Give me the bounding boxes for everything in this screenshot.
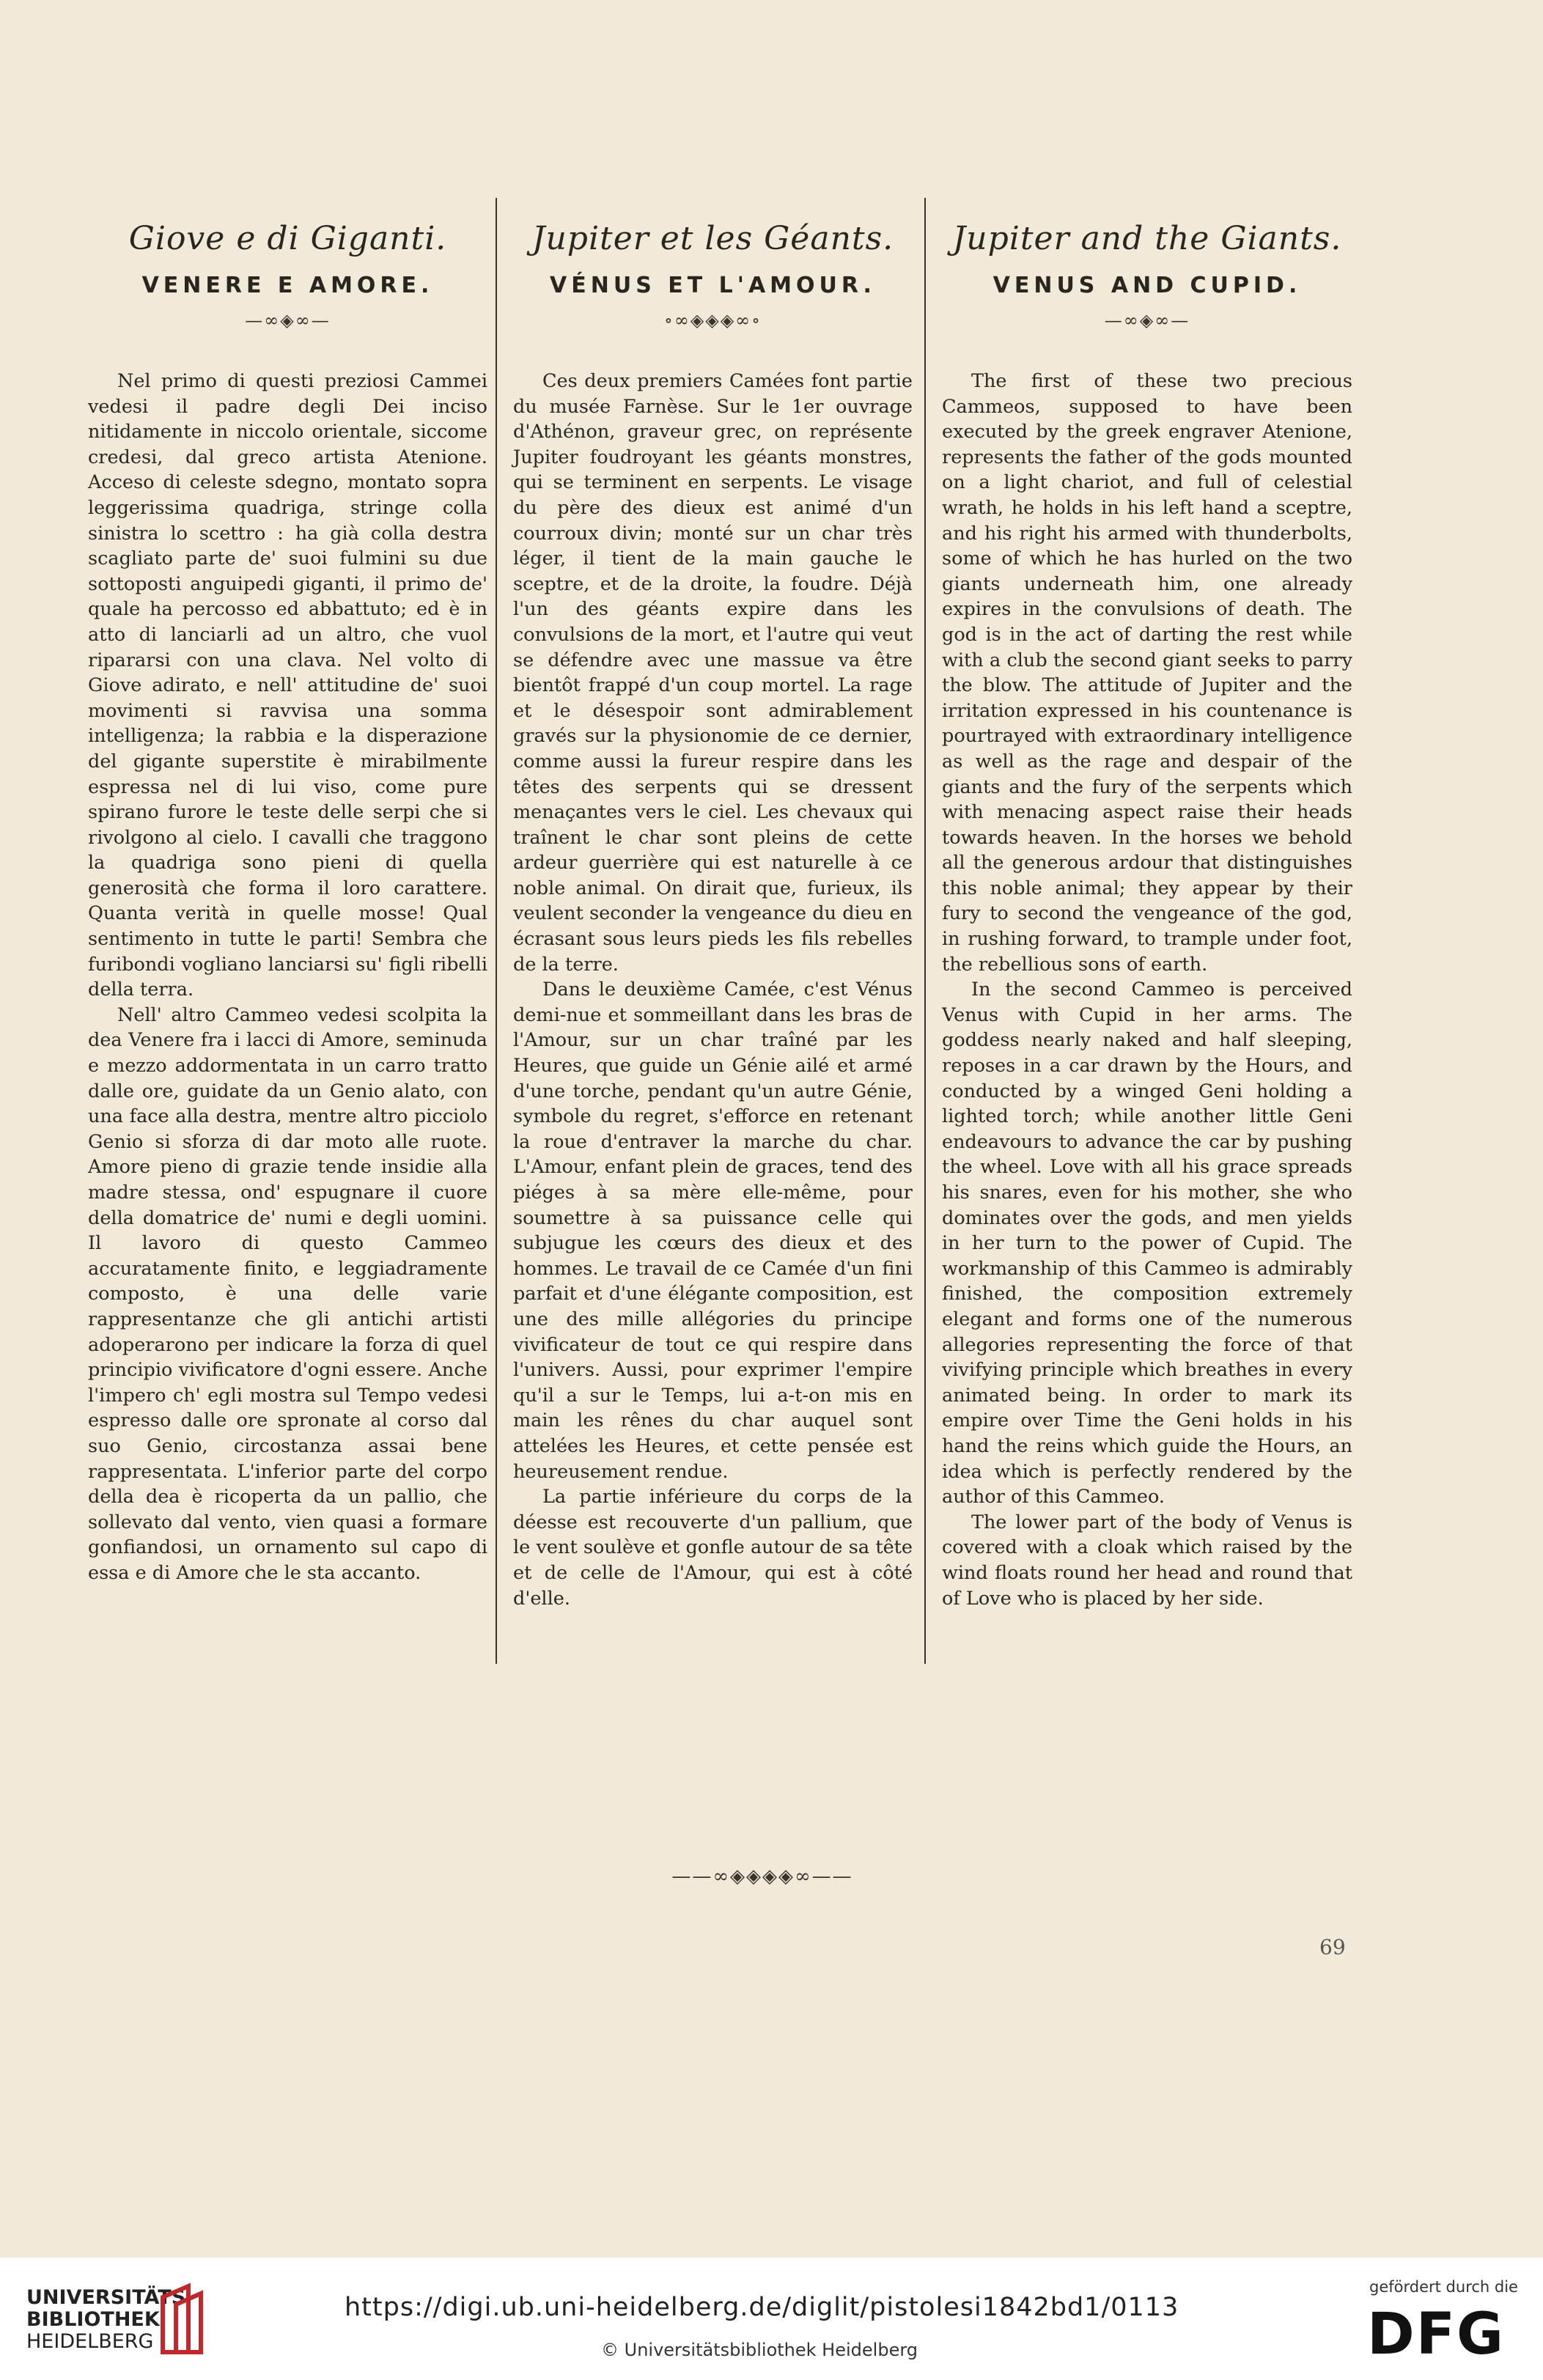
document-url-link[interactable]: https://digi.ub.uni-heidelberg.de/diglit/pistolesi1842bd1/0113 (345, 2293, 1179, 2322)
footer-bar (0, 2258, 1543, 2380)
italian-gothic-title: Giove e di Giganti. (128, 220, 447, 257)
french-ornament: ∘∞◈◈◈∞∘ (664, 310, 762, 331)
italian-paragraph-2: Nell' altro Cammeo vedesi scolpita la dea Venere fra i lacci di Amore, seminuda e mezzo addormentata in un carro tratto dalle ore, guidate da un Genio alato, con una face alla destra, mentre altro picciolo Genio si sforza di dar moto alle ruote. Amore pieno di grazie tende insidie alla madre stessa, ond' espugnare il cuore della domatrice de' numi e degli uomini. Il lavoro di questo Cammeo accuratamente finito, e leggiadramente composto, è una delle varie rappresentanze che gli antichi artisti adoperarono per indicare la forza di quel principio vivificatore d'ogni essere. Anche l'impero ch' egli mostra sul Tempo vedesi espresso dalle ore spronate al corso dal suo Genio, circostanza assai bene rappresentata. L'inferior parte del corpo della dea è ricoperta da un pallio, che sollevato dal vento, vien quasi a formare gonfiandosi, un ornamento sul capo di essa e di Amore che le sta accanto. (88, 1003, 487, 1584)
library-name-line-2: BIBLIOTHEK (26, 2308, 160, 2331)
page-number: 69 (1319, 1935, 1346, 1959)
french-gothic-title: Jupiter et les Géants. (531, 220, 894, 257)
bottom-ornament: ——∞◈◈◈◈∞—— (671, 1865, 853, 1887)
italian-ornament: —∞◈∞— (245, 310, 331, 331)
column-french (513, 198, 913, 1611)
library-name-line-3: HEIDELBERG (26, 2330, 154, 2353)
funder-label: gefördert durch die (1369, 2278, 1518, 2296)
column-english (942, 198, 1352, 1611)
column-divider-1 (496, 198, 497, 1664)
english-gothic-title: Jupiter and the Giants. (952, 220, 1342, 257)
library-logo-icon (155, 2283, 207, 2356)
english-paragraph-1: The first of these two precious Cammeos, supposed to have been executed by the greek engraver Atenione, represents the father of the gods mounted on a light chariot, and full of celestial wrath, he holds in his left hand a sceptre, and his right his armed with thunderbolts, some of which he has hurled on the two giants underneath him, one already expires in the convulsions of death. The god is in the act of darting the rest while with a club the second giant seeks to parry the blow. The attitude of Jupiter and the irritation expressed in his countenance is pourtrayed with extraordinary intelligence as well as the rage and despair of the giants and the fury of the serpents which with menacing aspect raise their heads towards heaven. In the horses we behold all the generous ardour that distinguishes this noble animal; they appear by their fury to second the vengeance of the god, in rushing forward, to trample under foot, the rebellious sons of earth. (942, 370, 1352, 976)
italian-body (88, 369, 487, 1586)
english-paragraph-3: The lower part of the body of Venus is covered with a cloak which raised by the wind floats round her head and round that of Love who is placed by her side. (942, 1511, 1352, 1610)
italian-paragraph-1: Nel primo di questi preziosi Cammei vedesi il padre degli Dei inciso nitidamente in niccolo orientale, siccome credesi, dal greco artista Atenione. Acceso di celeste sdegno, montato sopra leggerissima quadriga, stringe colla sinistra lo scettro : ha già colla destra scagliato parte de' suoi fulmini su due sottoposti anguipedi giganti, il primo de' quale ha percosso ed abbattuto; ed è in atto di lanciarli ad un altro, che vuol ripararsi con una clava. Nel volto di Giove adirato, e nell' attitudine de' suoi movimenti si ravvisa una somma intelligenza; la rabbia e la disperazione del gigante superstite è mirabilmente espressa nel di lui viso, come pure spirano furore le teste delle serpi che si rivolgono al cielo. I cavalli che traggono la quadriga sono pieni di quella generosità che forma il loro carattere. Quanta verità in quelle mosse! Qual sentimento in tutte le parti! Sembra che furibondi vogliano lanciarsi su' figli ribelli della terra. (88, 370, 487, 1001)
column-italian (88, 198, 487, 1586)
english-paragraph-2: In the second Cammeo is perceived Venus with Cupid in her arms. The goddess nearly naked and half sleeping, reposes in a car drawn by the Hours, and conducted by a winged Geni holding a lighted torch; while another little Geni endeavours to advance the car by pushing the wheel. Love with all his grace spreads his snares, even for his mother, she who dominates over the gods, and men yields in her turn to the power of Cupid. The workmanship of this Cammeo is admirably finished, the composition extremely elegant and forms one of the numerous allegories representing the force of that vivifying principle which breathes in every animated being. In order to mark its empire over Time the Geni holds in his hand the reins which guide the Hours, an idea which is perfectly rendered by the author of this Cammeo. (942, 979, 1352, 1508)
dfg-logo: DFG (1367, 2302, 1506, 2368)
french-body (513, 369, 913, 1611)
french-paragraph-1: Ces deux premiers Camées font partie du musée Farnèse. Sur le 1er ouvrage d'Athénon, graveur grec, on représente Jupiter foudroyant les géants monstres, qui se terminent en serpents. Le visage du père des dieux est animé d'un courroux divin; monté sur un char très léger, il tient de la main gauche le sceptre, et de la droite, la foudre. Déjà l'un des géants expire dans les convulsions de la mort, et l'autre qui veut se défendre avec une massue va être bientôt frappé d'un coup mortel. La rage et le désespoir sont admirablement gravés sur la physionomie de ce dernier, comme aussi la fureur respire dans les têtes des serpents qui se dressent menaçantes vers le ciel. Les chevaux qui traînent le char sont pleins de cette ardeur guerrière qui est naturelle à ce noble animal. On dirait que, furieux, ils veulent seconder la vengeance du dieu en écrasant sous leurs pieds les fils rebelles de la terre. (513, 370, 913, 976)
french-paragraph-2: Dans le deuxième Camée, c'est Vénus demi-nue et sommeillant dans les bras de l'Amour, sur un char traîné par les Heures, que guide un Génie ailé et armé d'une torche, pendant qu'un autre Génie, symbole du regret, s'efforce en retenant la roue d'entraver la marche du char. L'Amour, enfant plein de graces, tend des piéges à sa mère elle-même, pour soumettre à sa puissance celle qui subjugue les cœurs des dieux et des hommes. Le travail de ce Camée d'un fini parfait et d'une élégante composition, est une des mille allégories du principe vivificateur de tout ce qui respire dans l'univers. Aussi, pour exprimer l'empire qu'il a sur le Temps, lui a-t-on mis en main les rênes du char auquel sont attelées les Heures, et cette pensée est heureusement rendue. (513, 979, 913, 1483)
french-paragraph-3: La partie inférieure du corps de la déesse est recouverte d'un pallium, que le vent soulève et gonfle autour de sa tête et de celle de l'Amour, qui est à côté d'elle. (513, 1486, 913, 1610)
copyright-text: © Universitätsbibliothek Heidelberg (601, 2340, 918, 2360)
column-divider-2 (924, 198, 926, 1664)
english-body (942, 369, 1352, 1611)
english-caps-title: VENUS AND CUPID. (993, 273, 1302, 298)
italian-caps-title: VENERE E AMORE. (141, 273, 434, 298)
french-caps-title: VÉNUS ET L'AMOUR. (550, 273, 876, 298)
library-name-line-1: UNIVERSITÄTS- (26, 2286, 194, 2309)
english-ornament: —∞◈∞— (1104, 310, 1190, 331)
